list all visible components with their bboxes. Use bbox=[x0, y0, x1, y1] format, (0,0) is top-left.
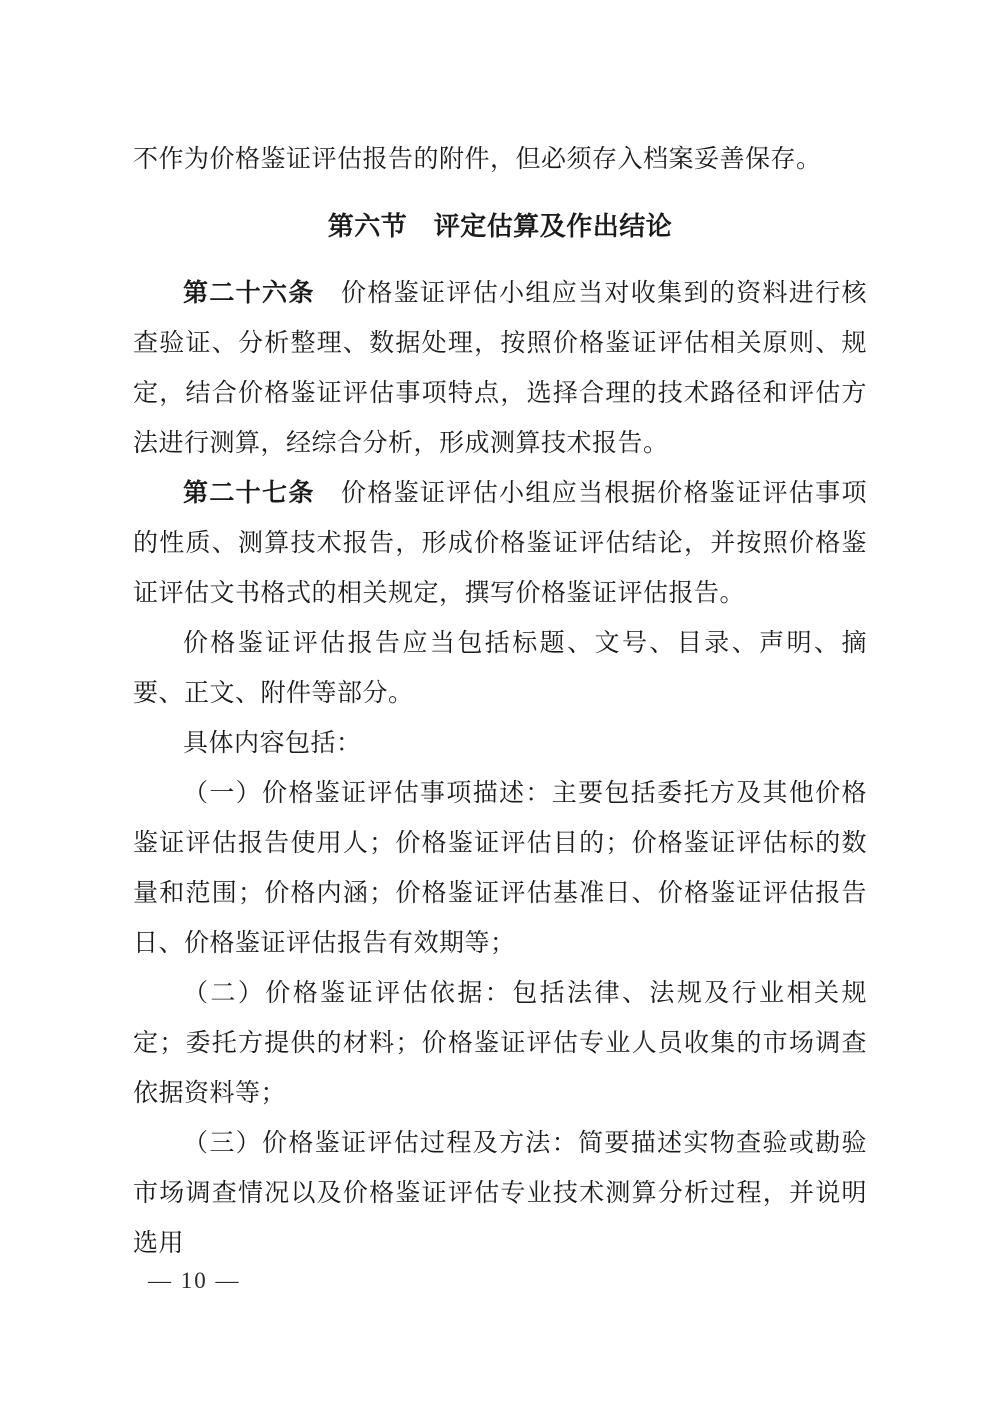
paragraph-text: （三）价格鉴证评估过程及方法：简要描述实物查验或勘验市场调查情况以及价格鉴证评估专业技术测算分析过程，并说明选用 bbox=[133, 1130, 867, 1257]
paragraph bbox=[133, 769, 867, 969]
paragraph-text: （一）价格鉴证评估事项描述：主要包括委托方及其他价格鉴证评估报告使用人；价格鉴证评估目的；价格鉴证评估标的数量和范围；价格内涵；价格鉴证评估基准日、价格鉴证评估报告日、价格鉴证评估报告有效期等； bbox=[133, 780, 867, 957]
paragraph-text: 价格鉴证评估小组应当根据价格鉴证评估事项的性质、测算技术报告，形成价格鉴证评估结论，并按照价格鉴证评估文书格式的相关规定，撰写价格鉴证评估报告。 bbox=[133, 480, 867, 607]
paragraph-text: 不作为价格鉴证评估报告的附件，但必须存入档案妥善保存。 bbox=[133, 146, 822, 173]
paragraph bbox=[133, 135, 867, 185]
article-number: 第二十六条 bbox=[183, 280, 315, 307]
paragraph bbox=[133, 719, 867, 769]
document-body bbox=[133, 135, 867, 1269]
paragraph bbox=[133, 969, 867, 1119]
paragraph bbox=[133, 1119, 867, 1269]
paragraph-text: 价格鉴证评估报告应当包括标题、文号、目录、声明、摘要、正文、附件等部分。 bbox=[133, 630, 867, 707]
paragraph-text: （二）价格鉴证评估依据：包括法律、法规及行业相关规定；委托方提供的材料；价格鉴证评估专业人员收集的市场调查依据资料等； bbox=[133, 980, 867, 1107]
paragraph bbox=[133, 469, 867, 619]
paragraph bbox=[133, 269, 867, 469]
article-number: 第六节 评定估算及作出结论 bbox=[327, 212, 673, 241]
paragraph-text: 价格鉴证评估小组应当对收集到的资料进行核查验证、分析整理、数据处理，按照价格鉴证评估相关原则、规定，结合价格鉴证评估事项特点，选择合理的技术路径和评估方法进行测算，经综合分析，形成测算技术报告。 bbox=[133, 280, 867, 457]
section-heading bbox=[133, 202, 867, 252]
page-number-footer: — 10 — bbox=[148, 1268, 241, 1293]
article-number: 第二十七条 bbox=[183, 480, 315, 507]
paragraph bbox=[133, 619, 867, 719]
paragraph-text: 具体内容包括： bbox=[183, 730, 362, 757]
